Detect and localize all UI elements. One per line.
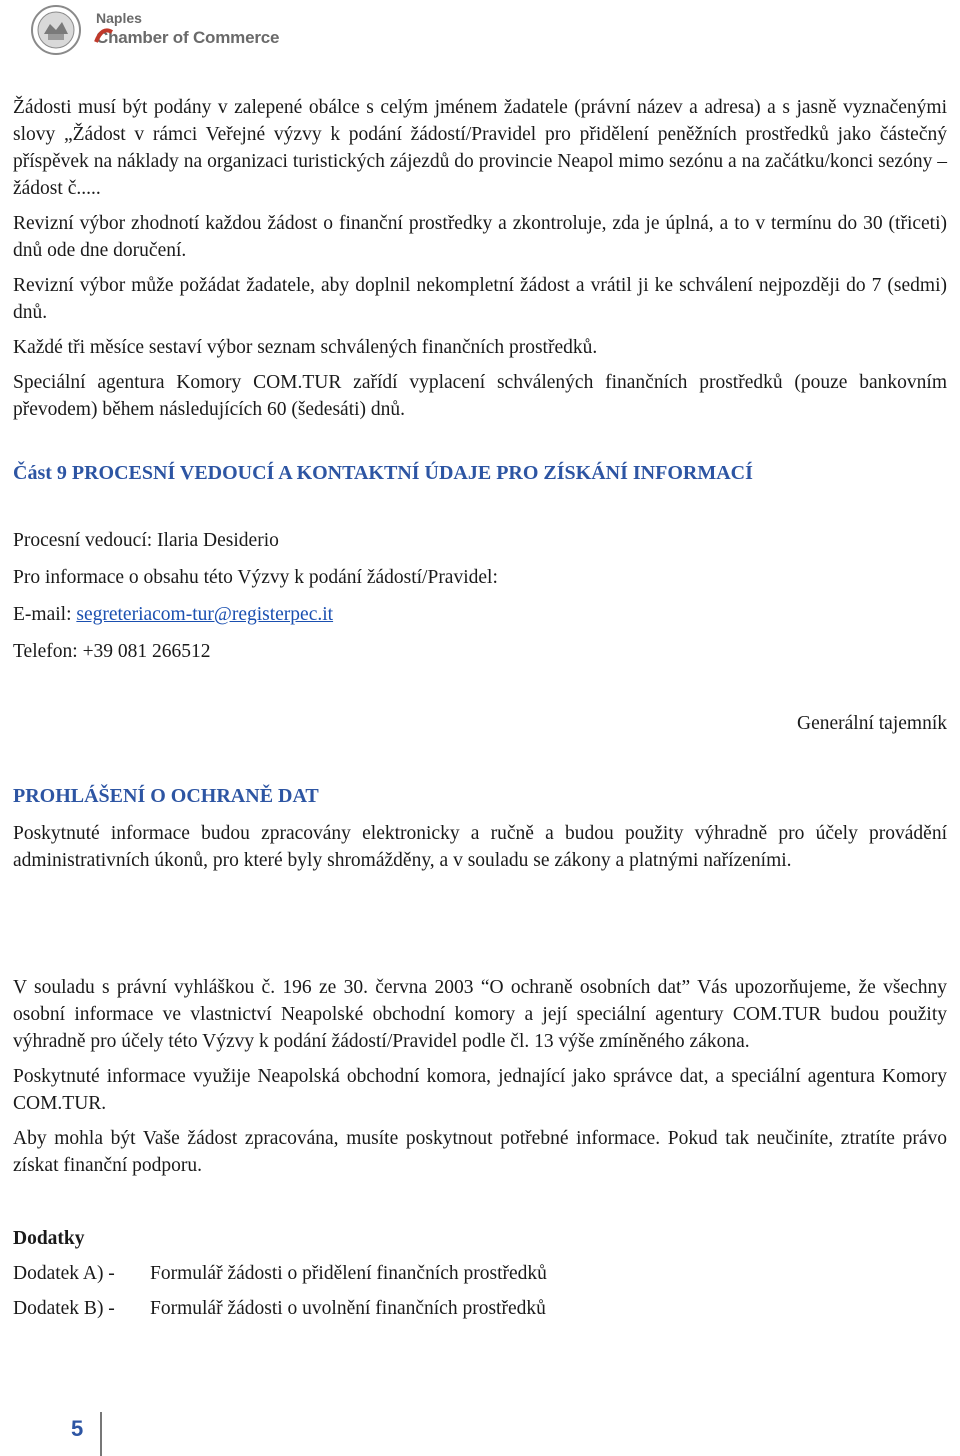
- intro-paragraph-4: Každé tři měsíce sestaví výbor seznam schválených finančních prostředků.: [13, 337, 598, 358]
- signature-title: Generální tajemník: [797, 713, 947, 734]
- phone-line: Telefon: +39 081 266512: [13, 641, 211, 662]
- intro-paragraph-3: Revizní výbor může požádat žadatele, aby doplnil nekompletní žádost a vrátil ji ke schválení nejpozději do 7 (sedmi) dnů.: [13, 275, 947, 323]
- privacy-paragraph-2: V souladu s právní vyhláškou č. 196 ze 30. června 2003 “O ochraně osobních dat” Vás upozorňujeme, že všechny osobní informace ve vlastnictví Neapolské obchodní komory a její speciální agentury COM.TUR budou použity výhradně pro účely této Výzvy k podání žádostí/Pravidel podle čl. 13 výše zmíněného zákona.: [13, 977, 947, 1052]
- email-label: E-mail:: [13, 604, 77, 625]
- privacy-paragraph-3: Poskytnuté informace využije Neapolská obchodní komora, jednající jako správce dat, a speciální agentura Komory COM.TUR.: [13, 1066, 947, 1114]
- logo-text: [96, 10, 279, 48]
- privacy-heading: PROHLÁŠENÍ O OCHRANĚ DAT: [13, 785, 319, 807]
- privacy-paragraph-1: Poskytnuté informace budou zpracovány elektronicky a ručně a budou použity výhradně pro účely provádění administrativních úkonů, pro které byly shromážděny, a v souladu se zákony a platnými nařízeními.: [13, 823, 947, 871]
- document-body: [13, 94, 947, 1322]
- email-line: [13, 601, 947, 628]
- chamber-seal-logo: [30, 4, 82, 56]
- footer-divider: [100, 1412, 102, 1456]
- logo-accent-mark: [94, 28, 114, 44]
- intro-paragraph-2: Revizní výbor zhodnotí každou žádost o finanční prostředky a zkontroluje, zda je úplná, a to v termínu do 30 (třiceti) dnů ode dne doručení.: [13, 213, 947, 261]
- privacy-paragraph-4: Aby mohla být Vaše žádost zpracována, musíte poskytnout potřebné informace. Pokud tak neučiníte, ztratíte právo získat finanční podporu.: [13, 1128, 947, 1176]
- email-link[interactable]: segreteriacom-tur@registerpec.it: [76, 604, 334, 625]
- attachment-item: [13, 1260, 947, 1287]
- process-manager: Procesní vedoucí: Ilaria Desiderio: [13, 530, 279, 551]
- logo-line-naples: Naples: [96, 10, 142, 26]
- attachments-heading: Dodatky: [13, 1228, 85, 1249]
- intro-paragraph-1: Žádosti musí být podány v zalepené obálce s celým jménem žadatele (právní název a adresa) a s jasně vyznačenými slovy „Žádost v rámci Veřejné výzvy k podání žádostí/Pravidel pro přidělení peněžních prostředků jako částečný příspěvek na náklady na organizaci turistických zájezdů do provincie Neapol mimo sezónu a na začátku/konci sezóny – žádost č.....: [13, 97, 947, 199]
- attachment-text: Formulář žádosti o přidělení finančních prostředků: [150, 1263, 547, 1284]
- page-number: 5: [71, 1416, 84, 1441]
- info-line: Pro informace o obsahu této Výzvy k podání žádostí/Pravidel:: [13, 567, 498, 588]
- attachment-text: Formulář žádosti o uvolnění finančních prostředků: [150, 1298, 546, 1319]
- attachment-label: Dodatek A) -: [13, 1263, 115, 1284]
- attachment-item: [13, 1295, 947, 1322]
- logo-line-chamber: Chamber of Commerce: [96, 28, 280, 47]
- page-header: [30, 4, 330, 64]
- section-9-heading: Část 9 PROCESNÍ VEDOUCÍ A KONTAKTNÍ ÚDAJE PRO ZÍSKÁNÍ INFORMACÍ: [13, 462, 753, 484]
- intro-paragraph-5: Speciální agentura Komory COM.TUR zařídí vyplacení schválených finančních prostředků (pouze bankovním převodem) během následujících 60 (šedesáti) dnů.: [13, 372, 947, 420]
- attachment-label: Dodatek B) -: [13, 1298, 115, 1319]
